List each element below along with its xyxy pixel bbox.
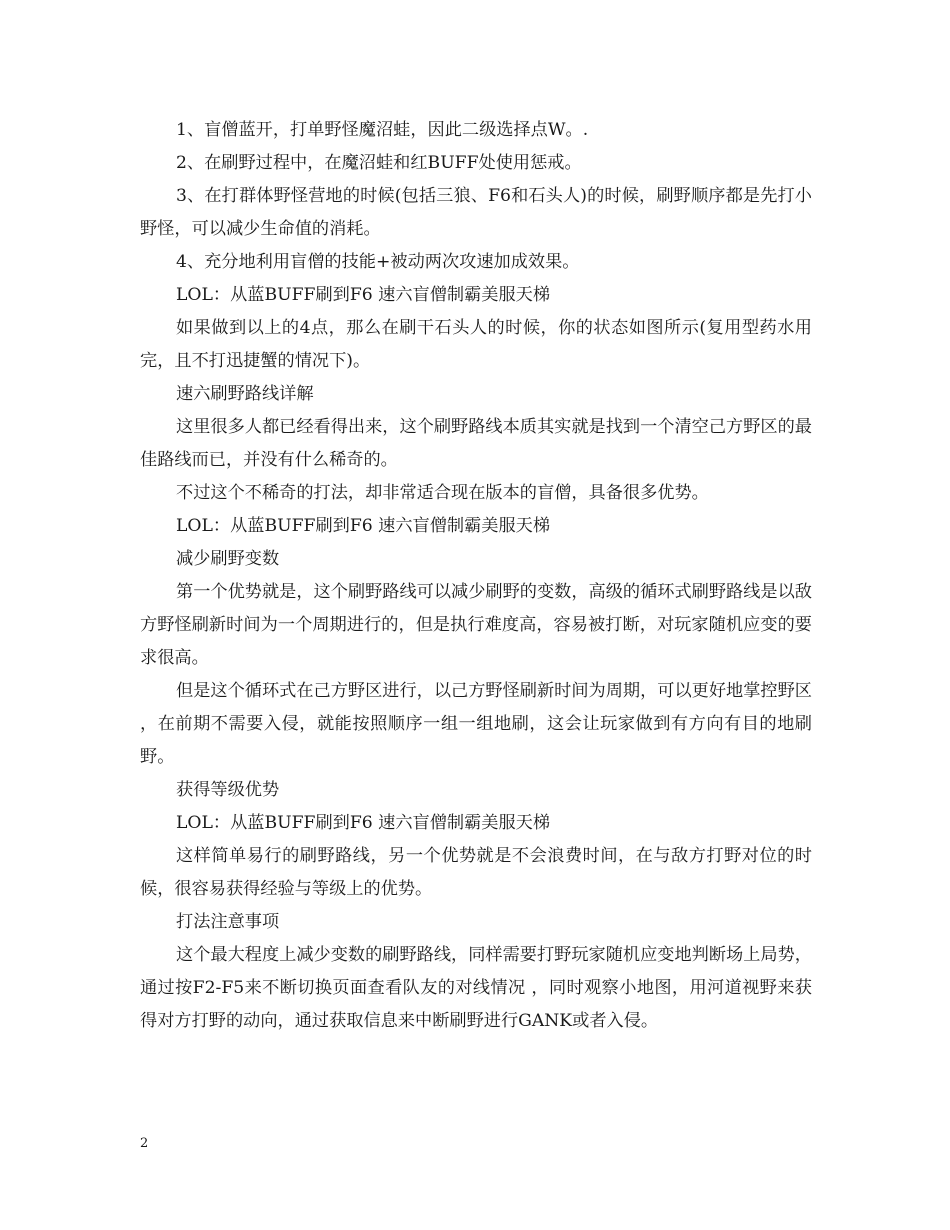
document-body bbox=[140, 114, 812, 1038]
section-heading: 打法注意事项 bbox=[176, 912, 280, 932]
paragraph: 4、充分地利用盲僧的技能+被动两次攻速加成效果。 bbox=[176, 252, 580, 272]
paragraph: 第一个优势就是，这个刷野路线可以减少刷野的变数，高级的循环式刷野路线是以敌方野怪刷新时间为一个周期进行的，但是执行难度高，容易被打断，对玩家随机应变的要求很高。 bbox=[140, 582, 812, 668]
paragraph: 2、在刷野过程中，在魔沼蛙和红BUFF处使用惩戒。 bbox=[176, 153, 582, 173]
paragraph: 这里很多人都已经看得出来，这个刷野路线本质其实就是找到一个清空己方野区的最佳路线而已，并没有什么稀奇的。 bbox=[140, 417, 812, 470]
page-number: 2 bbox=[140, 1136, 149, 1151]
section-heading: 获得等级优势 bbox=[176, 780, 280, 800]
paragraph: 1、盲僧蓝开，打单野怪魔沼蛙，因此二级选择点W。. bbox=[176, 120, 589, 140]
paragraph: LOL：从蓝BUFF刷到F6 速六盲僧制霸美服天梯 bbox=[176, 516, 551, 536]
paragraph: LOL：从蓝BUFF刷到F6 速六盲僧制霸美服天梯 bbox=[176, 813, 551, 833]
section-heading: 减少刷野变数 bbox=[176, 549, 280, 569]
paragraph: LOL：从蓝BUFF刷到F6 速六盲僧制霸美服天梯 bbox=[176, 285, 551, 305]
section-heading: 速六刷野路线详解 bbox=[176, 384, 314, 404]
paragraph: 这样简单易行的刷野路线，另一个优势就是不会浪费时间，在与敌方打野对位的时候，很容易获得经验与等级上的优势。 bbox=[140, 846, 812, 899]
paragraph: 3、在打群体野怪营地的时候(包括三狼、F6和石头人)的时候，刷野顺序都是先打小野怪，可以减少生命值的消耗。 bbox=[140, 186, 812, 239]
paragraph: 不过这个不稀奇的打法，却非常适合现在版本的盲僧，具备很多优势。 bbox=[176, 483, 709, 503]
paragraph: 如果做到以上的4点，那么在刷干石头人的时候，你的状态如图所示(复用型药水用完，且不打迅捷蟹的情况下)。 bbox=[140, 318, 812, 371]
paragraph: 但是这个循环式在己方野区进行，以己方野怪刷新时间为周期，可以更好地掌控野区 ，在前期不需要入侵，就能按照顺序一组一组地刷，这会让玩家做到有方向有目的地刷野。 bbox=[140, 681, 812, 767]
paragraph: 这个最大程度上减少变数的刷野路线，同样需要打野玩家随机应变地判断场上局势，通过按F2-F5来不断切换页面查看队友的对线情况 ，同时观察小地图，用河道视野来获得对方打野的动向，通过获取信息来中断刷野进行GANK或者入侵。 bbox=[140, 945, 812, 1031]
